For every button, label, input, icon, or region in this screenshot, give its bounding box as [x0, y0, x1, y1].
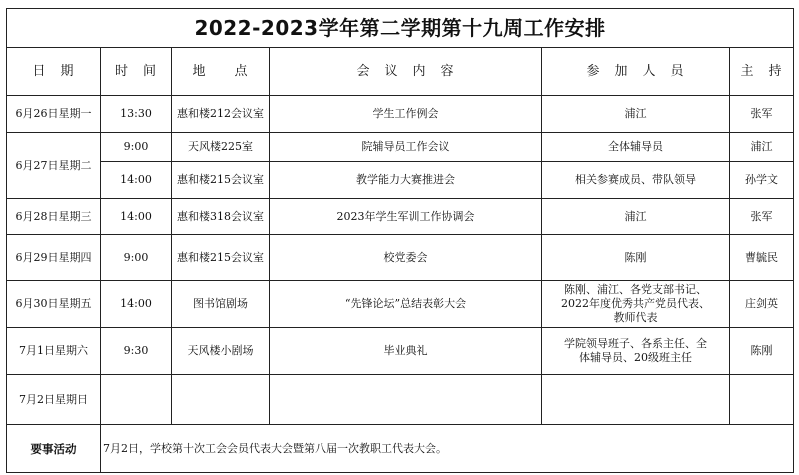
header-time: 时 间 — [101, 48, 172, 96]
table-row — [7, 281, 794, 328]
table-row — [7, 162, 794, 199]
participants-cell — [542, 328, 730, 375]
participants-cell — [542, 375, 730, 425]
table-row — [7, 328, 794, 375]
place-cell: 惠和楼318会议室 — [172, 199, 270, 235]
time-cell: 13:30 — [101, 96, 172, 133]
time-cell: 9:00 — [101, 235, 172, 281]
host-cell: 曹毓民 — [730, 235, 794, 281]
schedule-table — [6, 8, 794, 473]
content-cell: 校党委会 — [270, 235, 542, 281]
date-cell: 6月30日星期五 — [7, 281, 101, 328]
table-header-row — [7, 48, 794, 96]
host-cell: 张军 — [730, 199, 794, 235]
host-cell: 孙学文 — [730, 162, 794, 199]
time-cell: 9:00 — [101, 133, 172, 162]
date-cell: 6月27日星期二 — [7, 133, 101, 199]
time-cell: 14:00 — [101, 199, 172, 235]
header-place: 地 点 — [172, 48, 270, 96]
participants-cell — [542, 281, 730, 328]
content-cell: 院辅导员工作会议 — [270, 133, 542, 162]
participants-line: 教师代表 — [613, 311, 658, 324]
table-row — [7, 375, 794, 425]
place-cell: 天风楼225室 — [172, 133, 270, 162]
key-events-row — [7, 425, 794, 473]
content-cell: 2023年学生军训工作协调会 — [270, 199, 542, 235]
header-content: 会 议 内 容 — [270, 48, 542, 96]
participants-cell: 陈刚 — [542, 235, 730, 281]
participants-line: 2022年度优秀共产党员代表、 — [561, 297, 710, 310]
place-cell: 图书馆剧场 — [172, 281, 270, 328]
host-cell: 陈刚 — [730, 328, 794, 375]
place-cell: 天风楼小剧场 — [172, 328, 270, 375]
participants-cell: 浦江 — [542, 199, 730, 235]
participants-cell: 全体辅导员 — [542, 133, 730, 162]
participants-cell: 浦江 — [542, 96, 730, 133]
content-cell: 毕业典礼 — [270, 328, 542, 375]
date-cell: 6月29日星期四 — [7, 235, 101, 281]
time-cell: 9:30 — [101, 328, 172, 375]
host-cell: 张军 — [730, 96, 794, 133]
host-cell: 庄剑英 — [730, 281, 794, 328]
date-cell: 7月2日星期日 — [7, 375, 101, 425]
participants-line: 学院领导班子、各系主任、全 — [564, 337, 707, 350]
date-cell: 6月26日星期一 — [7, 96, 101, 133]
table-row — [7, 133, 794, 162]
host-cell: 浦江 — [730, 133, 794, 162]
content-cell: 学生工作例会 — [270, 96, 542, 133]
table-row — [7, 96, 794, 133]
content-cell: “先锋论坛”总结表彰大会 — [270, 281, 542, 328]
participants-cell: 相关参赛成员、带队领导 — [542, 162, 730, 199]
date-cell: 7月1日星期六 — [7, 328, 101, 375]
content-cell — [270, 375, 542, 425]
place-cell: 惠和楼215会议室 — [172, 162, 270, 199]
table-row — [7, 235, 794, 281]
header-date: 日 期 — [7, 48, 101, 96]
place-cell: 惠和楼215会议室 — [172, 235, 270, 281]
time-cell: 14:00 — [101, 281, 172, 328]
participants-line: 陈刚、浦江、各党支部书记、 — [564, 283, 707, 296]
place-cell: 惠和楼212会议室 — [172, 96, 270, 133]
time-cell: 14:00 — [101, 162, 172, 199]
key-events-label: 要事活动 — [7, 425, 101, 473]
header-host: 主 持 — [730, 48, 794, 96]
date-cell: 6月28日星期三 — [7, 199, 101, 235]
content-cell: 教学能力大赛推进会 — [270, 162, 542, 199]
participants-line: 体辅导员、20级班主任 — [579, 351, 692, 364]
key-events-content: 7月2日，学校第十次工会会员代表大会暨第八届一次教职工代表大会。 — [101, 425, 794, 473]
place-cell — [172, 375, 270, 425]
header-participants: 参 加 人 员 — [542, 48, 730, 96]
table-row — [7, 199, 794, 235]
time-cell — [101, 375, 172, 425]
host-cell — [730, 375, 794, 425]
page-title: 2022-2023学年第二学期第十九周工作安排 — [7, 9, 794, 48]
